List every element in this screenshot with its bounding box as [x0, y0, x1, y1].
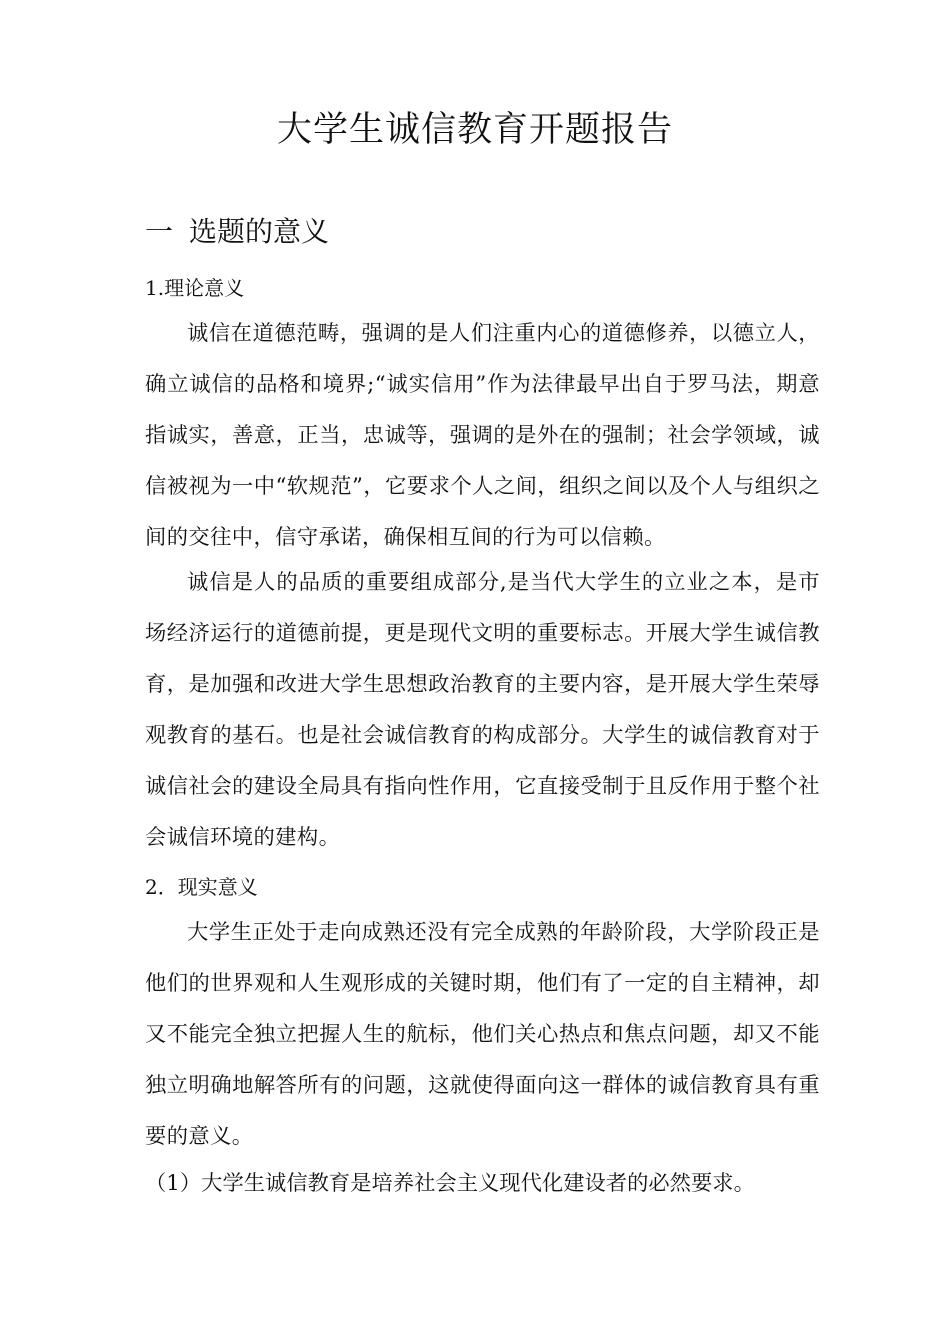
- section-number: 一: [145, 215, 174, 248]
- paragraph: 大学生正处于走向成熟还没有完全成熟的年龄阶段，大学阶段正是他们的世界观和人生观形成的关键时期，他们有了一定的自主精神，却又不能完全独立把握人生的航标，他们关心热点和焦点问题，却又不能独立明确地解答所有的问题，这就使得面向这一群体的诚信教育具有重要的意义。: [145, 920, 820, 1149]
- paragraph: 诚信在道德范畴，强调的是人们注重内心的道德修养，以德立人，确立诚信的品格和境界;“诚实信用”作为法律最早出自于罗马法，期意指诚实，善意，正当，忠诚等，强调的是外在的强制；社会学领域，诚信被视为一中“软规范”，它要求个人之间，组织之间以及个人与组织之间的交往中，信守承诺，确保相互间的行为可以信赖。: [145, 321, 820, 550]
- subsection-heading-theory: 1.理论意义: [145, 276, 245, 300]
- list-item: （1）大学生诚信教育是培养社会主义现代化建设者的必然要求。: [145, 1171, 755, 1196]
- paragraph: 诚信是人的品质的重要组成部分,是当代大学生的立业之本，是市场经济运行的道德前提，更是现代文明的重要标志。开展大学生诚信教育，是加强和改进大学生思想政治教育的主要内容，是开展大学生荣辱观教育的基石。也是社会诚信教育的构成部分。大学生的诚信教育对于诚信社会的建设全局具有指向性作用，它直接受制于且反作用于整个社会诚信环境的建构。: [145, 570, 820, 850]
- section-heading: [145, 210, 329, 250]
- section-heading-text: 选题的意义: [189, 215, 330, 248]
- document-title: 大学生诚信教育开题报告: [276, 110, 673, 150]
- subsection-heading-practical: 2．现实意义: [145, 875, 258, 899]
